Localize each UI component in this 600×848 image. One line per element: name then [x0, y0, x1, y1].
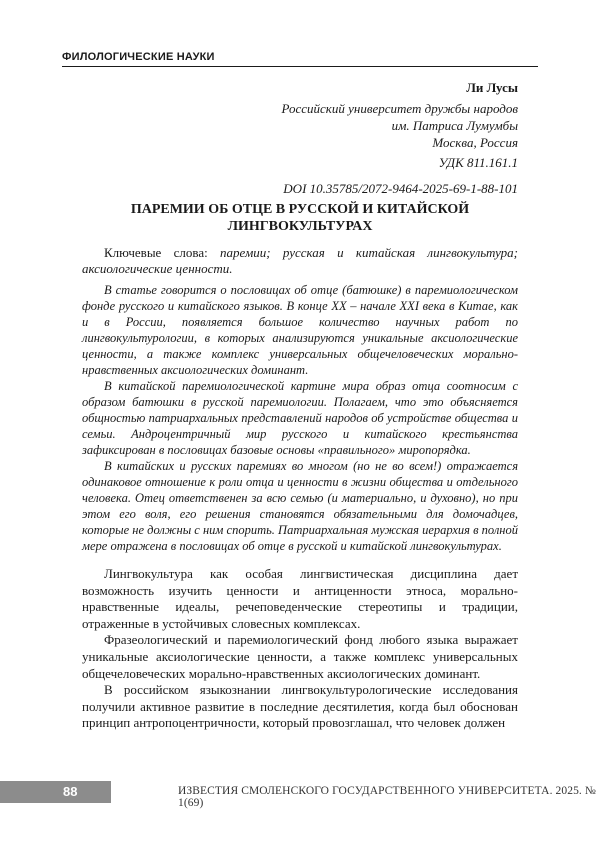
page-footer — [0, 781, 600, 809]
abstract — [82, 282, 518, 554]
author-name: Ли Лусы — [466, 80, 518, 95]
abstract-paragraph: В статье говорится о пословицах об отце (батюшке) в паремиологическом фонде русского и китайского языков. В конце XX – начале XXI века в Китае, как и в России, появляется большое количество научных работ по лингвокультурологии, в которых анализируются уникальные аксиологические ценности, а также комплекс универсальных общечеловеческих морально-нравственных аксиологических доминант. — [82, 283, 518, 377]
abstract-paragraph: В китайских и русских паремиях во многом (но не во всем!) отражается одинаковое отношение к роли отца и ценности в жизни общества и отдельного человека. Отец ответственен за всю семью (и материально, и духовно), но при этом его воля, его решения становятся обязательными для домочадцев, которые не должны с ним спорить. Патриархальная мужская иерархия в полной мере отражена в пословицах об отце в русской и китайской лингвокультурах. — [82, 459, 518, 553]
udk-code: УДК 811.161.1 — [438, 155, 518, 170]
keywords-label: Ключевые слова: — [104, 245, 208, 260]
article-title: ПАРЕМИИ ОБ ОТЦЕ В РУССКОЙ И КИТАЙСКОЙ ЛИНГВОКУЛЬТУРАХ — [130, 202, 470, 234]
abstract-paragraph: В китайской паремиологической картине мира образ отца соотносим с образом батюшки в русской паремиологии. Полагаем, что это объясняется общностью патриархальных представлений народов об устройстве общества и семьи. Андроцентричный мир русского и китайского крестьянства зафиксирован в пословицах базовые основы «правильного» миропорядка. — [82, 379, 518, 457]
affiliation-line: им. Патриса Лумумбы — [391, 118, 518, 133]
journal-name: ИЗВЕСТИЯ СМОЛЕНСКОГО ГОСУДАРСТВЕННОГО УНИВЕРСИТЕТА. 2025. № 1(69) — [178, 785, 596, 809]
section-header: ФИЛОЛОГИЧЕСКИЕ НАУКИ — [62, 51, 538, 67]
keywords — [82, 245, 518, 278]
body-paragraph: Лингвокультура как особая лингвистическая дисциплина дает возможность изучить ценности и антиценности этноса, морально-нравственные идеалы, речеповеденческие стереотипы и традиции, отраженные в устойчивых словесных комплексах. — [82, 566, 518, 631]
affiliation-line: Москва, Россия — [432, 135, 518, 150]
author-block — [281, 80, 518, 151]
body-paragraph: Фразеологический и паремиологический фонд любого языка выражает уникальные аксиологические ценности, а также комплекс универсальных общечеловеческих морально-нравственных аксиологических доминант. — [82, 632, 518, 681]
affiliation-line: Российский университет дружбы народов — [281, 101, 518, 116]
body-paragraph: В российском языкознании лингвокультурологические исследования получили активное развитие в последние десятилетия, когда был обоснован принцип антропоцентричности, который провозглашал, что человек должен — [82, 682, 518, 731]
doi: DOI 10.35785/2072-9464-2025-69-1-88-101 — [283, 181, 518, 196]
page-number: 88 — [0, 781, 111, 803]
main-text — [82, 566, 518, 732]
keywords-text: паремии; русская и китайская лингвокультура; аксиологические ценности. — [82, 245, 518, 277]
